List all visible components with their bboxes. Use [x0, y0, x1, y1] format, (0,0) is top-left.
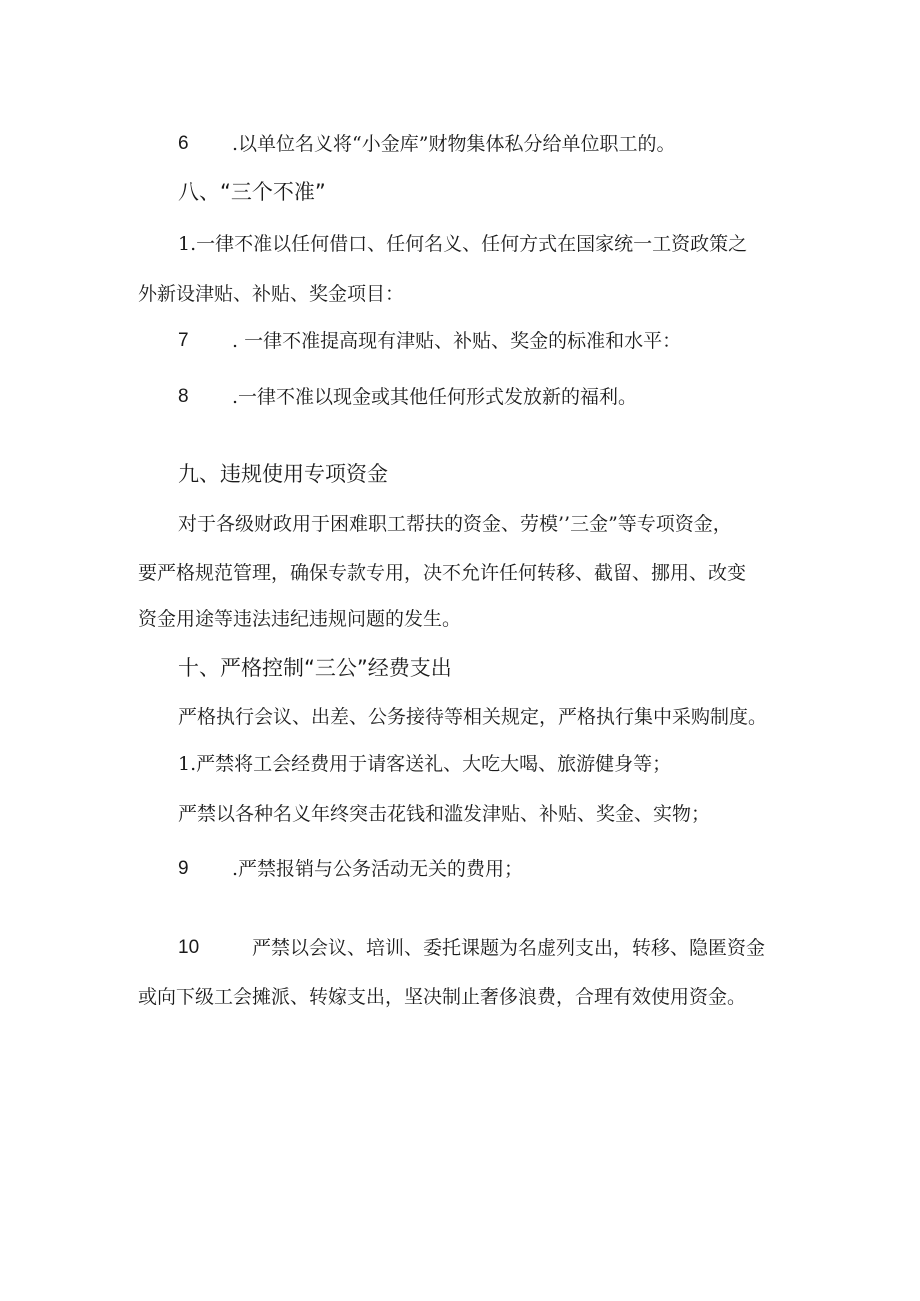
paragraph-line: 1.严禁将工会经费用于请客送礼、大吃大喝、旅游健身等； [178, 753, 672, 775]
paragraph-line: 1.一律不准以任何借口、任何名义、任何方式在国家统一工资政策之 [178, 233, 748, 255]
item-number: 10 [178, 937, 200, 958]
item-text: .严禁报销与公务活动无关的费用； [232, 858, 524, 880]
item-text: .以单位名义将“小金库”财物集体私分给单位职工的。 [232, 133, 676, 155]
section-heading: 十、严格控制“三公”经费支出 [178, 656, 452, 680]
section-heading: 九、违规使用专项资金 [178, 462, 388, 486]
item-text: 严禁以会议、培训、委托课题为名虚列支出，转移、隐匿资金 [252, 937, 766, 959]
paragraph-line: 或向下级工会摊派、转嫁支出，坚决制止奢侈浪费，合理有效使用资金。 [138, 986, 747, 1008]
item-number: 7 [178, 330, 189, 351]
paragraph-line: 对于各级财政用于困难职工帮扶的资金、劳模’’三金”等专项资金， [178, 513, 732, 535]
item-text: . 一律不准提高现有津贴、补贴、奖金的标准和水平： [232, 330, 682, 352]
paragraph-line: 外新设津贴、补贴、奖金项目： [138, 283, 405, 305]
paragraph-line: 要严格规范管理，确保专款专用，决不允许任何转移、截留、挪用、改变 [138, 562, 747, 584]
item-number: 9 [178, 858, 189, 879]
section-heading: 八、“三个不准” [178, 180, 326, 204]
paragraph-line: 资金用途等违法违纪违规问题的发生。 [138, 608, 462, 630]
item-text: .一律不准以现金或其他任何形式发放新的福利。 [232, 386, 638, 408]
paragraph-line: 严格执行会议、出差、公务接待等相关规定，严格执行集中采购制度。 [178, 706, 768, 728]
paragraph-line: 严禁以各种名义年终突击花钱和滥发津贴、补贴、奖金、实物； [178, 803, 711, 825]
item-number: 8 [178, 386, 189, 407]
item-number: 6 [178, 133, 189, 154]
